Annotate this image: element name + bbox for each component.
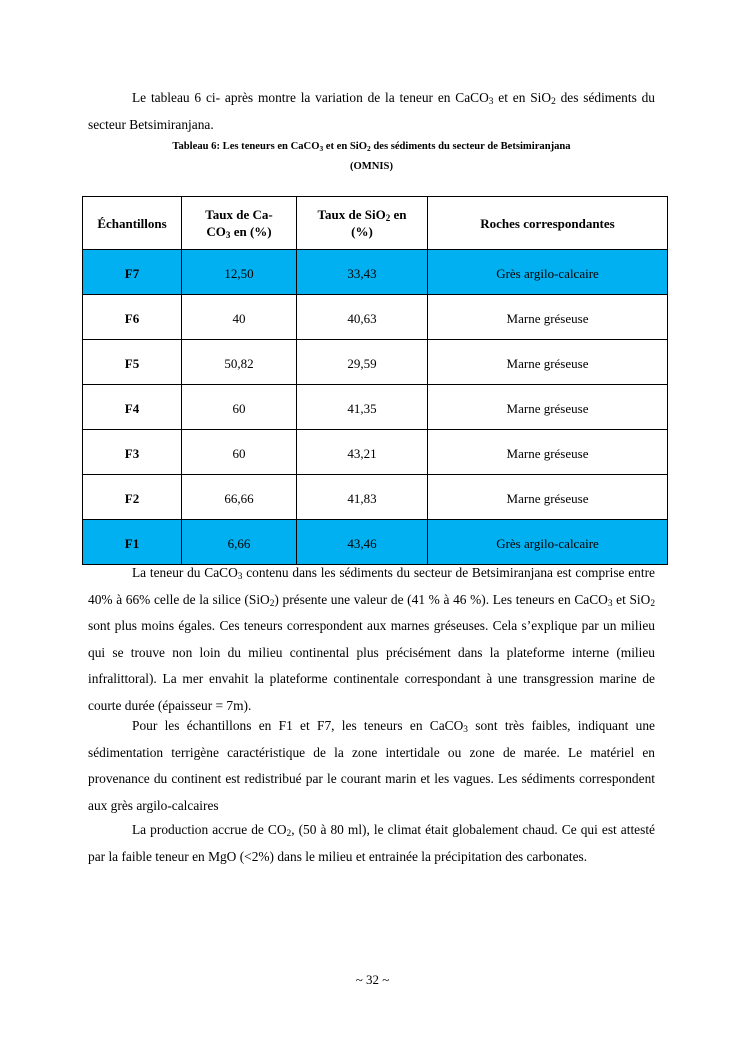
table-caption: Tableau 6: Les teneurs en CaCO$_3$ et en SiO$_2$ des sédiments du secteur de Betsimiranjana (OMNIS)	[172, 141, 571, 172]
page-number: ~ 32 ~	[355, 972, 390, 987]
cell-caco3: 12,50	[182, 250, 297, 295]
intro-paragraph: Le tableau 6 ci- après montre la variation de la teneur en CaCO$_3$ et en SiO$_2$ des sédiments du secteur Betsimiranjana.	[88, 90, 656, 132]
cell-caco3: 66,66	[182, 475, 297, 520]
cell-sample-id: F4	[83, 385, 182, 430]
table-row	[83, 385, 668, 430]
header-roches: Roches correspondantes	[428, 197, 668, 250]
paragraph-3: La production accrue de $CO_2$, (50 à 80 ml), le climat était globalement chaud. Ce qui est attesté par la faible teneur en MgO (<2%) dans le milieu et entrainée la précipitation des carbonates.	[88, 822, 655, 864]
cell-sio2: 41,83	[297, 475, 428, 520]
cell-caco3: 60	[182, 430, 297, 475]
cell-rock-type: Marne gréseuse	[428, 475, 668, 520]
cell-rock-type: Marne gréseuse	[428, 295, 668, 340]
cell-sio2: 43,21	[297, 430, 428, 475]
cell-rock-type: Marne gréseuse	[428, 430, 668, 475]
table-row	[83, 250, 668, 295]
table-row	[83, 475, 668, 520]
table-row	[83, 520, 668, 565]
table-header-row	[83, 197, 668, 250]
cell-caco3: 60	[182, 385, 297, 430]
cell-sample-id: F1	[83, 520, 182, 565]
cell-sio2: 29,59	[297, 340, 428, 385]
cell-rock-type: Grès argilo-calcaire	[428, 520, 668, 565]
cell-sample-id: F5	[83, 340, 182, 385]
cell-rock-type: Marne gréseuse	[428, 385, 668, 430]
cell-sio2: 41,35	[297, 385, 428, 430]
cell-rock-type: Grès argilo-calcaire	[428, 250, 668, 295]
cell-sample-id: F3	[83, 430, 182, 475]
cell-sample-id: F2	[83, 475, 182, 520]
header-echantillons: Échantillons	[83, 197, 182, 250]
cell-sample-id: F6	[83, 295, 182, 340]
table-row	[83, 430, 668, 475]
cell-rock-type: Marne gréseuse	[428, 340, 668, 385]
cell-caco3: 50,82	[182, 340, 297, 385]
table-row	[83, 340, 668, 385]
cell-sample-id: F7	[83, 250, 182, 295]
cell-sio2: 40,63	[297, 295, 428, 340]
table-row	[83, 295, 668, 340]
cell-caco3: 6,66	[182, 520, 297, 565]
data-table	[82, 196, 668, 565]
paragraph-1: La teneur du CaCO$_3$ contenu dans les sédiments du secteur de Betsimiranjana est comprise entre 40% à 66% celle de la silice (SiO$_2$) présente une valeur de (41 % à 46 %). Les teneurs en CaCO$_3$ et SiO$_2$ sont plus moins égales. Ces teneurs correspondent aux marnes gréseuses. Cela s’explique par un milieu qui se trouve non loin du milieu continental plus précisément dans la plateforme interne (milieu infralittoral). La mer envahit la plateforme continentale correspondant à une transgression marine de courte durée (épaisseur = 7m).	[88, 565, 655, 713]
cell-sio2: 43,46	[297, 520, 428, 565]
header-sio2: Taux de SiO$_2$ en (%)	[297, 197, 428, 250]
header-caco3: Taux de Ca- $CO_3$ en (%)	[182, 197, 297, 250]
cell-sio2: 33,43	[297, 250, 428, 295]
cell-caco3: 40	[182, 295, 297, 340]
paragraph-2: Pour les échantillons en F1 et F7, les teneurs en CaCO$_3$ sont très faibles, indiquant une sédimentation terrigène caractéristique de la zone intertidale ou zone de marée. Le matériel en provenance du continent est redistribué par le courant marin et les vagues. Les sédiments correspondent aux grès argilo-calcaires	[88, 718, 655, 813]
